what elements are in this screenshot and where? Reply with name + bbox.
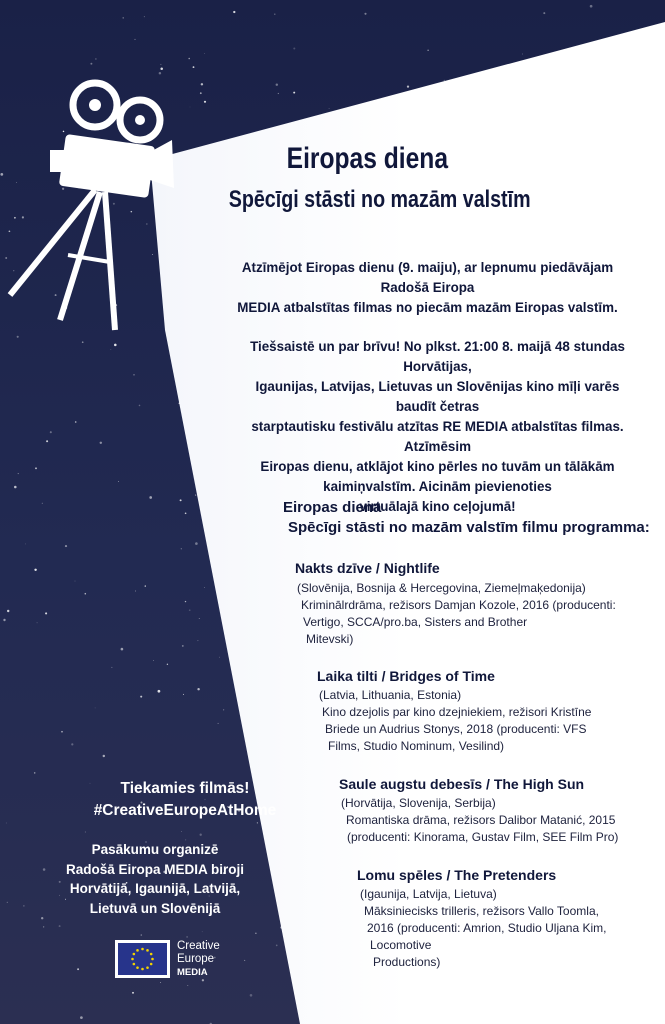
film-line: (Horvātija, Slovenija, Serbija) — [341, 796, 496, 810]
body-line: virtuālajā kino ceļojumā! — [359, 499, 516, 514]
film-title-the-pretenders: Lomu spēles / The Pretenders — [357, 867, 557, 883]
film-line: Films, Studio Nominum, Vesilind) — [328, 739, 505, 753]
body-line: Igaunijas, Latvijas, Lietuvas un Slovēnijas kino mīļi varēs baudīt četras — [255, 379, 620, 414]
logo-text — [177, 940, 220, 979]
film-line: Romantiska drāma, režisors Dalibor Matanić, 2015 — [346, 813, 616, 827]
page-title: Eiropas diena — [286, 142, 449, 175]
intro-paragraph — [220, 258, 635, 318]
program-heading-line: Spēcīgi stāsti no mazām valstīm filmu programma: — [288, 519, 650, 536]
film-line: (producenti: Kinorama, Gustav Film, SEE Film Pro) — [347, 830, 619, 844]
film-line: Kriminālrdrāma, režisors Damjan Kozole, 2016 (producenti: — [301, 598, 616, 612]
intro-line: Atzīmējot Eiropas dienu (9. maiju), ar lepnumu piedāvājam Radošā Eiropa — [241, 260, 614, 295]
organizers-line: Radošā Eiropa MEDIA biroji — [65, 861, 245, 877]
film-line: Māksiniecisks trilleris, režisors Vallo Toomla, — [364, 904, 599, 918]
tagline-text: Tiekamies filmās! — [120, 780, 250, 797]
body-line: starptautisku festivālu atzītas RE MEDIA atbalstītas filmas. Atzīmēsim — [251, 419, 624, 454]
film-line: Briede un Audrius Stonys, 2018 (producenti: VFS — [325, 722, 587, 736]
hashtag-text: #CreativeEuropeAtHome — [93, 802, 277, 819]
intro-line: MEDIA atbalstītas filmas no piecām mazām Eiropas valstīm. — [237, 300, 618, 315]
organizers-text — [30, 840, 280, 918]
campaign-tagline — [70, 778, 300, 822]
film-title-nightlife: Nakts dzīve / Nightlife — [295, 560, 440, 576]
body-line: kaimiņvalstīm. Aicinām pievienoties — [323, 479, 552, 494]
film-line: Locomotive — [370, 938, 432, 952]
film-line: Vertigo, SCCA/pro.ba, Sisters and Brother — [303, 615, 528, 629]
film-line: Mitevski) — [306, 632, 354, 646]
film-line: 2016 (producenti: Amrion, Studio Uljana Kim, — [367, 921, 607, 935]
logo-line: MEDIA — [177, 967, 208, 978]
logo-line: Europe — [177, 953, 215, 965]
film-line: Productions) — [373, 955, 441, 969]
organizers-line: Pasākumu organizē — [91, 842, 219, 857]
organizers-line: Lietuvā un Slovēnijā — [89, 900, 221, 916]
eu-flag-icon — [115, 940, 170, 978]
logo-line: Creative — [177, 940, 220, 952]
page-subtitle: Spēcīgi stāsti no mazām valstīm — [228, 186, 531, 213]
film-line: (Latvia, Lithuania, Estonia) — [319, 688, 462, 702]
program-heading — [283, 498, 650, 538]
program-heading-line: Eiropas diena — [283, 499, 382, 516]
film-title-the-high-sun: Saule augstu debesīs / The High Sun — [339, 776, 585, 792]
body-line: Tiešsaistē un par brīvu! No plkst. 21:00 8. maijā 48 stundas Horvātijas, — [250, 339, 625, 374]
body-line: Eiropas dienu, atklājot kino pērles no tuvām un tālākām — [260, 459, 615, 474]
organizers-line: Horvātijā, Igaunijā, Latvijā, — [69, 881, 241, 896]
film-title-bridges-of-time: Laika tilti / Bridges of Time — [317, 668, 495, 684]
body-paragraph — [240, 337, 635, 517]
film-line: Kino dzejolis par kino dzejniekiem, režisori Kristīne — [322, 705, 592, 719]
film-line: (Slovēnija, Bosnija & Hercegovina, Ziemeļmaķedonija) — [297, 581, 586, 595]
film-line: (Igaunija, Latvija, Lietuva) — [360, 887, 497, 901]
